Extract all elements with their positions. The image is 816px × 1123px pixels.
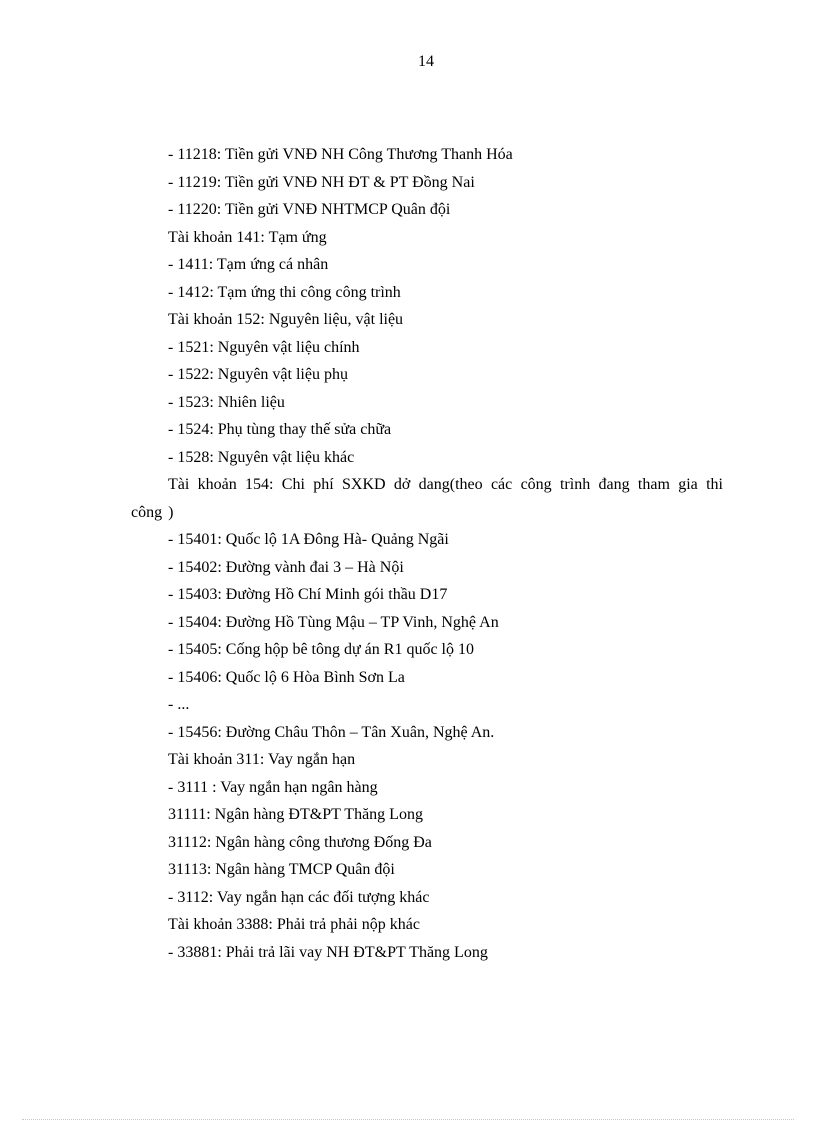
account-heading-311: Tài khoản 311: Vay ngắn hạn [168, 751, 356, 768]
account-line-3112: - 3112: Vay ngắn hạn các đối tượng khác [168, 888, 430, 906]
account-line-1524: - 1524: Phụ tùng thay thế sửa chữa [168, 421, 392, 438]
account-line-33881: - 33881: Phải trả lãi vay NH ĐT&PT Thăng Long [168, 943, 488, 961]
account-line-1523: - 1523: Nhiên liệu [168, 393, 285, 411]
account-line-31111: 31111: Ngân hàng ĐT&PT Thăng Long [168, 806, 423, 823]
account-line-ellipsis: - ... [168, 696, 190, 713]
account-list [131, 141, 723, 966]
account-line-15405: - 15405: Cống hộp bê tông dự án R1 quốc lộ 10 [168, 641, 474, 658]
account-line-31112: 31112: Ngân hàng công thương Đống Đa [168, 833, 432, 851]
account-line-15403: - 15403: Đường Hồ Chí Minh gói thầu D17 [168, 586, 448, 603]
page-bottom-divider [22, 1119, 794, 1120]
account-line-1522: - 1522: Nguyên vật liệu phụ [168, 366, 348, 383]
account-heading-141: Tài khoản 141: Tạm ứng [168, 228, 327, 246]
account-line-11218: - 11218: Tiền gửi VNĐ NH Công Thương Thanh Hóa [168, 146, 513, 163]
account-line-15456: - 15456: Đường Châu Thôn – Tân Xuân, Nghệ An. [168, 723, 495, 741]
account-line-3111: - 3111 : Vay ngắn hạn ngân hàng [168, 778, 378, 796]
account-line-1521: - 1521: Nguyên vật liệu chính [168, 338, 360, 356]
account-line-15401: - 15401: Quốc lộ 1A Đông Hà- Quảng Ngãi [168, 531, 449, 548]
account-line-15404: - 15404: Đường Hồ Tùng Mậu – TP Vinh, Nghệ An [168, 613, 499, 631]
account-heading-3388: Tài khoản 3388: Phải trả phải nộp khác [168, 916, 420, 933]
account-heading-152: Tài khoản 152: Nguyên liệu, vật liệu [168, 311, 404, 328]
account-line-1528: - 1528: Nguyên vật liệu khác [168, 448, 355, 466]
account-line-11219: - 11219: Tiền gửi VNĐ NH ĐT & PT Đồng Nai [168, 173, 475, 191]
account-line-11220: - 11220: Tiền gửi VNĐ NHTMCP Quân đội [168, 201, 451, 218]
page-number: 14 [418, 53, 434, 70]
account-line-1411: - 1411: Tạm ứng cá nhân [168, 256, 329, 273]
account-line-1412: - 1412: Tạm ứng thi công công trình [168, 283, 401, 301]
account-heading-154: Tài khoản 154: Chi phí SXKD dở dang(theo các công trình đang tham gia thi công ) [131, 476, 723, 521]
account-line-31113: 31113: Ngân hàng TMCP Quân đội [168, 861, 395, 878]
account-line-15402: - 15402: Đường vành đai 3 – Hà Nội [168, 558, 404, 576]
account-line-15406: - 15406: Quốc lộ 6 Hòa Bình Sơn La [168, 668, 405, 686]
